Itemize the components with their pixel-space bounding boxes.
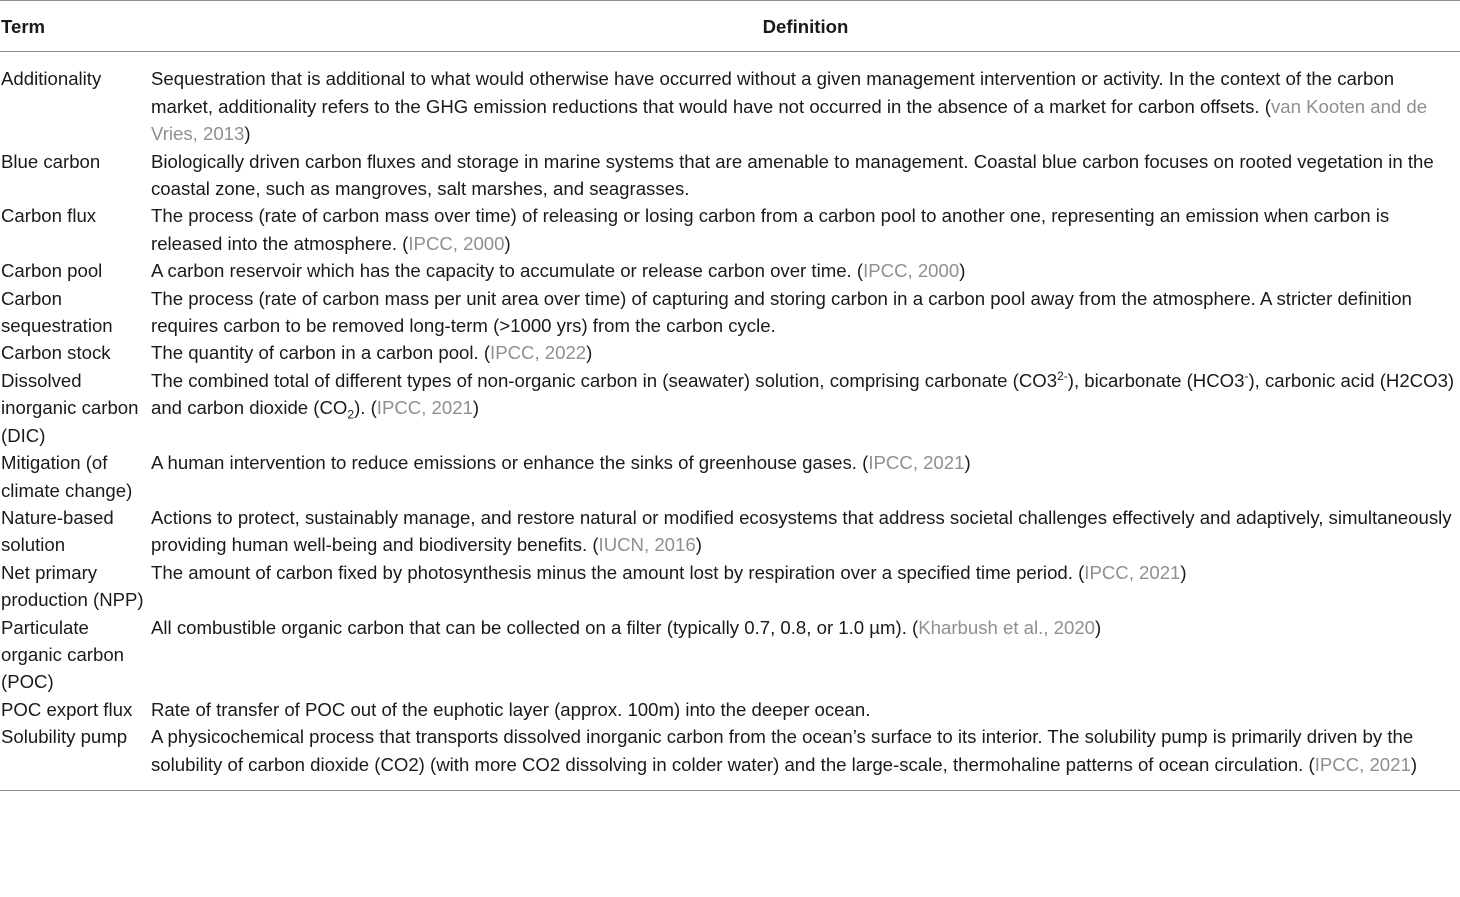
citation-link[interactable]: IPCC, 2000 [863,260,960,282]
term-cell: Carbon stock [1,342,111,364]
term-cell: Nature-based solution [1,506,114,556]
citation-link[interactable]: van Kooten and de Vries, 2013 [151,95,1428,145]
table-header [0,1,1460,52]
term-cell: Particulate organic carbon (POC) [1,616,125,693]
table-body [0,52,1460,791]
term-cell: POC export flux [1,698,133,720]
definition-text: A carbon reservoir which has the capacity to accumulate or release carbon over time. ( [151,260,864,282]
definition-cell [151,504,1460,559]
term-cell: Additionality [1,68,102,90]
definition-cell [151,367,1460,449]
definition-tail: ) [244,123,251,145]
term-cell: Mitigation (of climate change) [1,452,133,501]
definition-tail: ) [1410,753,1418,775]
definition-tail: ) [695,534,702,556]
definition-text: The quantity of carbon in a carbon pool. ( [151,342,491,364]
superscript-charge: - [1244,368,1249,383]
definition-text: The combined total of different types of non-organic carbon in (seawater) solution, comprising carbonate (CO3 [151,369,1058,391]
definition-tail: ) [1180,561,1187,583]
citation-link[interactable]: IPCC, 2000 [408,232,505,254]
citation-link[interactable]: Kharbush et al., 2020 [918,616,1096,638]
table-row [0,339,1460,366]
table-row [0,202,1460,257]
citation-link[interactable]: IPCC, 2021 [1084,561,1181,583]
header-row [0,1,1460,52]
definition-cell [151,202,1460,257]
term-cell: Carbon pool [1,260,103,282]
table-row [0,559,1460,614]
citation-link[interactable]: IUCN, 2016 [598,534,696,556]
definition-text: ). ( [354,397,377,419]
table-row [0,696,1460,723]
definition-cell [151,696,1460,723]
definition-tail: ) [959,260,966,282]
definition-cell [151,559,1460,614]
definition-cell [151,614,1460,696]
superscript-charge: 2- [1057,368,1068,383]
citation-link[interactable]: IPCC, 2021 [868,452,965,474]
definition-cell [151,257,1460,284]
column-header-term: Term [0,1,151,52]
citation-link[interactable]: IPCC, 2022 [490,342,587,364]
definition-text: The process (rate of carbon mass per unit area over time) of capturing and storing carbon in a carbon pool away from the atmosphere. A stricter definition requires carbon to be removed long-term (>1000 yrs) from the carbon cycle. [151,287,1412,337]
table-row [0,723,1460,790]
definition-tail: ) [504,232,511,254]
definition-text: All combustible organic carbon that can be collected on a filter (typically 0.7, 0.8, or 1.0 µm). ( [151,616,919,638]
definition-text: Actions to protect, sustainably manage, and restore natural or modified ecosystems that address societal challenges effectively and adaptively, simultaneously providing human well-being and biodiversity benefits. ( [151,506,1452,556]
definition-tail: ) [586,342,593,364]
definition-tail: ) [964,452,971,474]
table-row [0,257,1460,284]
definition-tail: ) [472,397,480,419]
table-row [0,148,1460,203]
table-row [0,449,1460,504]
definition-cell [151,339,1460,366]
definition-text: The amount of carbon fixed by photosynthesis minus the amount lost by respiration over a specified time period. ( [151,561,1085,583]
term-cell: Dissolved inorganic carbon (DIC) [1,369,139,446]
definition-text: Biologically driven carbon fluxes and storage in marine systems that are amenable to management. Coastal blue carbon focuses on rooted vegetation in the coastal zone, such as mangroves, salt marshes, and seagrasses. [151,150,1434,200]
definition-text: ), carbonic acid (H2CO3) and carbon dioxide (CO [151,369,1455,419]
subscript-number: 2 [347,408,355,422]
table-row [0,614,1460,696]
definition-cell [151,285,1460,340]
term-cell: Carbon flux [1,205,97,227]
definition-cell [151,148,1460,203]
column-header-definition: Definition [151,1,1460,52]
term-cell: Net primary production (NPP) [1,561,144,611]
definition-text: A human intervention to reduce emissions or enhance the sinks of greenhouse gases. ( [151,452,869,474]
definition-text: A physicochemical process that transports dissolved inorganic carbon from the ocean’s surface to its interior. The solubility pump is primarily driven by the solubility of carbon dioxide (CO2) (with more CO2 dissolving in colder water) and the large-scale, thermohaline patterns of ocean circulation. ( [151,726,1414,775]
definition-text: Rate of transfer of POC out of the euphotic layer (approx. 100m) into the deeper ocean. [151,698,871,720]
definition-text: The process (rate of carbon mass over time) of releasing or losing carbon from a carbon pool to another one, representing an emission when carbon is released into the atmosphere. ( [151,205,1390,254]
term-cell: Blue carbon [1,150,101,172]
table-row [0,504,1460,559]
definition-text: Sequestration that is additional to what would otherwise have occurred without a given management intervention or activity. In the context of the carbon market, additionality refers to the GHG emission reductions that would have not occurred in the absence of a market for carbon offsets. ( [151,68,1395,117]
definition-text: ), bicarbonate (HCO3 [1067,369,1245,391]
table-row [0,52,1460,148]
definition-cell [151,723,1460,790]
term-cell: Solubility pump [0,723,151,790]
definition-cell [151,449,1460,504]
citation-link[interactable]: IPCC, 2021 [376,397,473,419]
term-cell: Carbon sequestration [1,287,113,337]
definition-cell [151,52,1460,148]
definition-tail: ) [1095,616,1102,638]
citation-link[interactable]: IPCC, 2021 [1314,753,1411,775]
table-row [0,285,1460,340]
table-row [0,367,1460,449]
